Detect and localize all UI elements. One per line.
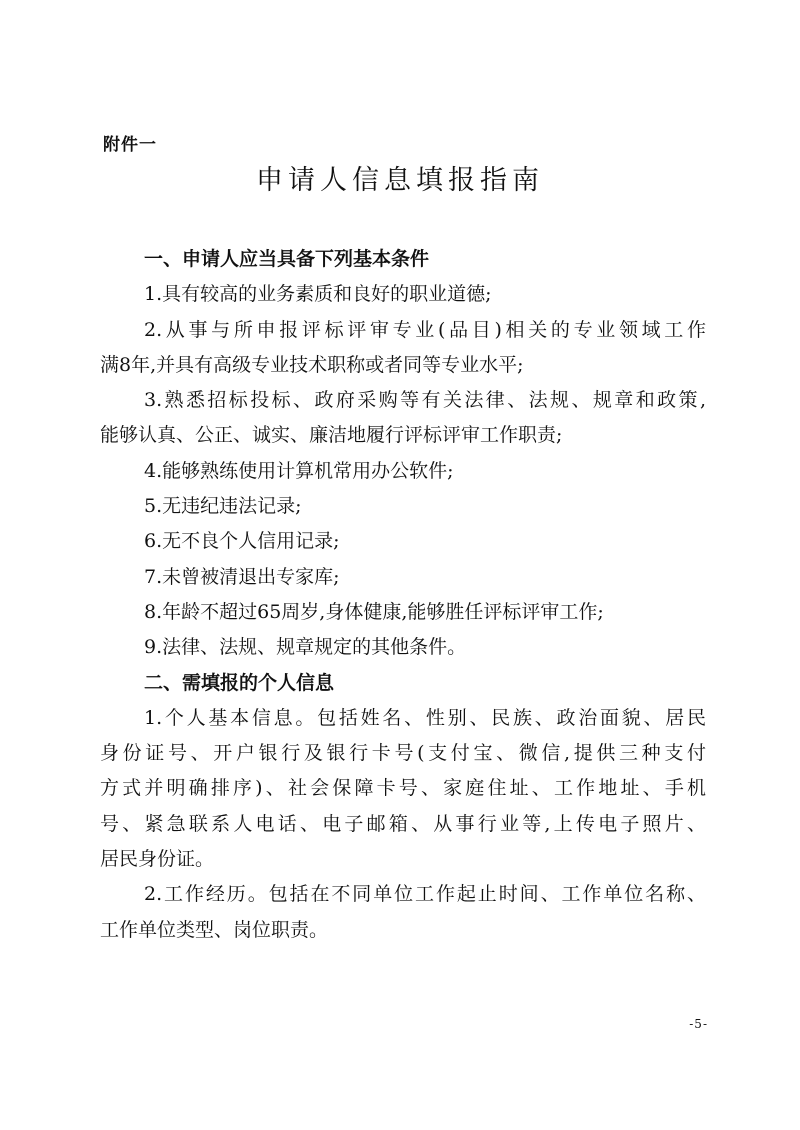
page-number: -5- xyxy=(689,1017,708,1031)
document-body xyxy=(100,242,706,948)
condition-item-7: 7.未曾被清退出专家库; xyxy=(144,565,340,588)
info-item-2-line-2: 工作单位类型、岗位职责。 xyxy=(100,918,329,941)
document-title: 申请人信息填报指南 xyxy=(256,165,544,196)
condition-item-4: 4.能够熟练使用计算机常用办公软件; xyxy=(144,459,454,482)
section-heading-basic-conditions: 一、申请人应当具备下列基本条件 xyxy=(144,248,430,270)
info-item-2-line-1: 2.工作经历。包括在不同单位工作起止时间、工作单位名称、 xyxy=(144,883,706,906)
info-item-1-line-1: 1.个人基本信息。包括姓名、性别、民族、政治面貌、居民 xyxy=(144,706,706,729)
condition-item-9: 9.法律、法规、规章规定的其他条件。 xyxy=(144,636,467,659)
condition-item-6: 6.无不良个人信用记录; xyxy=(144,530,340,553)
info-item-1-line-5: 居民身份证。 xyxy=(100,848,215,871)
info-item-1-line-2: 身份证号、开户银行及银行卡号(支付宝、微信,提供三种支付 xyxy=(100,742,706,765)
condition-item-3-line-2: 能够认真、公正、诚实、廉洁地履行评标评审工作职责; xyxy=(100,424,563,447)
section-heading-personal-info: 二、需填报的个人信息 xyxy=(144,671,335,694)
condition-item-2-line-2: 满8年,并具有高级专业技术职称或者同等专业水平; xyxy=(100,353,524,376)
condition-item-2-line-1: 2.从事与所申报评标评审专业(品目)相关的专业领域工作 xyxy=(144,318,706,341)
condition-item-1: 1.具有较高的业务素质和良好的职业道德; xyxy=(144,283,492,306)
condition-item-8: 8.年龄不超过65周岁,身体健康,能够胜任评标评审工作; xyxy=(144,600,604,623)
attachment-label: 附件一 xyxy=(103,135,157,155)
info-item-1-line-3: 方式并明确排序)、社会保障卡号、家庭住址、工作地址、手机 xyxy=(100,777,706,800)
info-item-1-line-4: 号、紧急联系人电话、电子邮箱、从事行业等,上传电子照片、 xyxy=(100,812,706,835)
condition-item-3-line-1: 3.熟悉招标投标、政府采购等有关法律、法规、规章和政策, xyxy=(144,389,706,412)
condition-item-5: 5.无违纪违法记录; xyxy=(144,495,302,518)
